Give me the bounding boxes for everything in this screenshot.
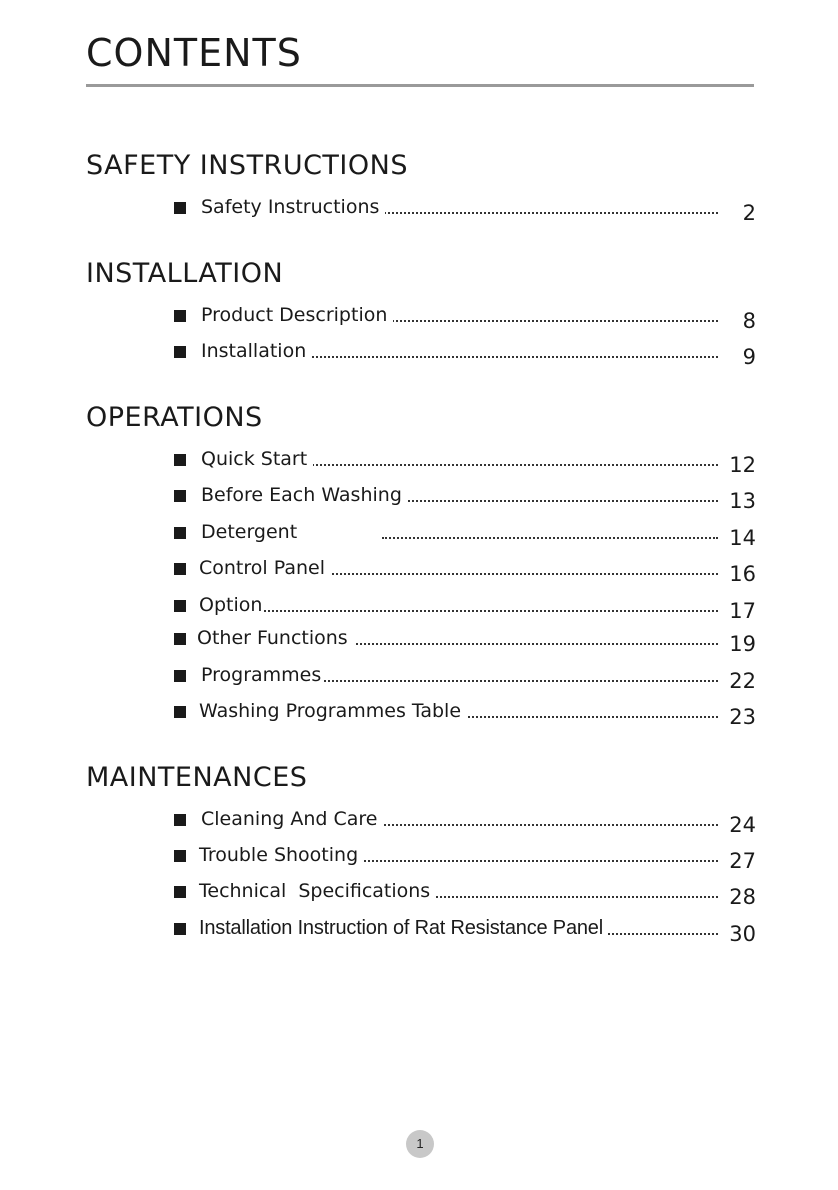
- bullet-icon: [174, 814, 186, 826]
- toc-entry-page: 22: [729, 669, 756, 693]
- toc-entry-washing-programmes-table[interactable]: [174, 701, 764, 729]
- bullet-icon: [174, 886, 186, 898]
- toc-entry-label: Installation: [201, 339, 312, 363]
- page-number-badge: 1: [406, 1130, 434, 1158]
- toc-entry-page: 13: [729, 489, 756, 513]
- toc-entry-control-panel[interactable]: [174, 558, 764, 586]
- toc-entry-page: 12: [729, 453, 756, 477]
- toc-entry-label: Quick Start: [201, 447, 313, 471]
- bullet-icon: [174, 527, 186, 539]
- toc-entry-label: Programmes: [201, 664, 322, 686]
- toc-entry-page: 9: [742, 345, 756, 369]
- toc-entry-quick-start[interactable]: [174, 449, 764, 477]
- toc-entry-page: 28: [729, 885, 756, 909]
- toc-entry-trouble-shooting[interactable]: [174, 845, 764, 873]
- toc-entry-page: 16: [729, 562, 756, 586]
- bullet-icon: [174, 490, 186, 502]
- bullet-icon: [174, 923, 186, 935]
- toc-entry-label: Control Panel: [199, 556, 331, 580]
- toc-entry-page: 27: [729, 849, 756, 873]
- toc-entry-label: Product Description: [201, 303, 393, 327]
- toc-entry-rat-resistance-panel[interactable]: [174, 918, 764, 946]
- toc-entry-page: 8: [742, 309, 756, 333]
- toc-entry-safety-instructions[interactable]: [174, 197, 764, 225]
- title-divider: [86, 84, 754, 87]
- toc-entry-label: Detergent: [201, 520, 303, 544]
- toc-entry-technical-specifications[interactable]: [174, 881, 764, 909]
- toc-entry-label: Trouble Shooting: [199, 843, 364, 867]
- dot-leader: [382, 537, 718, 539]
- toc-entry-page: 24: [729, 813, 756, 837]
- page-title: CONTENTS: [86, 31, 302, 75]
- toc-entry-product-description[interactable]: [174, 305, 764, 333]
- toc-entry-label: Other Functions: [197, 626, 354, 650]
- toc-entry-page: 23: [729, 705, 756, 729]
- toc-entry-other-functions[interactable]: [174, 628, 764, 656]
- toc-entry-page: 14: [729, 526, 756, 550]
- bullet-icon: [174, 600, 186, 612]
- section-heading-operations: OPERATIONS: [86, 402, 263, 433]
- toc-entry-programmes[interactable]: [174, 665, 764, 693]
- toc-entry-detergent[interactable]: [174, 522, 764, 550]
- bullet-icon: [174, 706, 186, 718]
- toc-entry-page: 2: [742, 201, 756, 225]
- bullet-icon: [174, 670, 186, 682]
- toc-entry-label: Washing Programmes Table: [199, 699, 467, 723]
- bullet-icon: [174, 850, 186, 862]
- toc-entry-label: Safety Instructions: [201, 195, 385, 219]
- toc-entry-label: Cleaning And Care: [201, 807, 383, 831]
- toc-entry-page: 19: [729, 632, 756, 656]
- bullet-icon: [174, 633, 186, 645]
- toc-entry-label: Before Each Washing: [201, 483, 408, 507]
- toc-entry-label: Option: [199, 594, 263, 616]
- bullet-icon: [174, 310, 186, 322]
- toc-entry-label: Installation Instruction of Rat Resistance Panel: [199, 916, 606, 940]
- bullet-icon: [174, 454, 186, 466]
- section-heading-safety: SAFETY INSTRUCTIONS: [86, 150, 408, 181]
- toc-entry-installation[interactable]: [174, 341, 764, 369]
- bullet-icon: [174, 563, 186, 575]
- toc-entry-cleaning-and-care[interactable]: [174, 809, 764, 837]
- toc-entry-label: Technical Specifications: [199, 879, 436, 903]
- section-heading-installation: INSTALLATION: [86, 258, 284, 289]
- toc-entry-page: 30: [729, 922, 756, 946]
- bullet-icon: [174, 346, 186, 358]
- section-heading-maintenances: MAINTENANCES: [86, 762, 308, 793]
- bullet-icon: [174, 202, 186, 214]
- toc-entry-option[interactable]: [174, 595, 764, 623]
- dot-leader: [201, 610, 718, 612]
- toc-entry-page: 17: [729, 599, 756, 623]
- toc-entry-before-each-washing[interactable]: [174, 485, 764, 513]
